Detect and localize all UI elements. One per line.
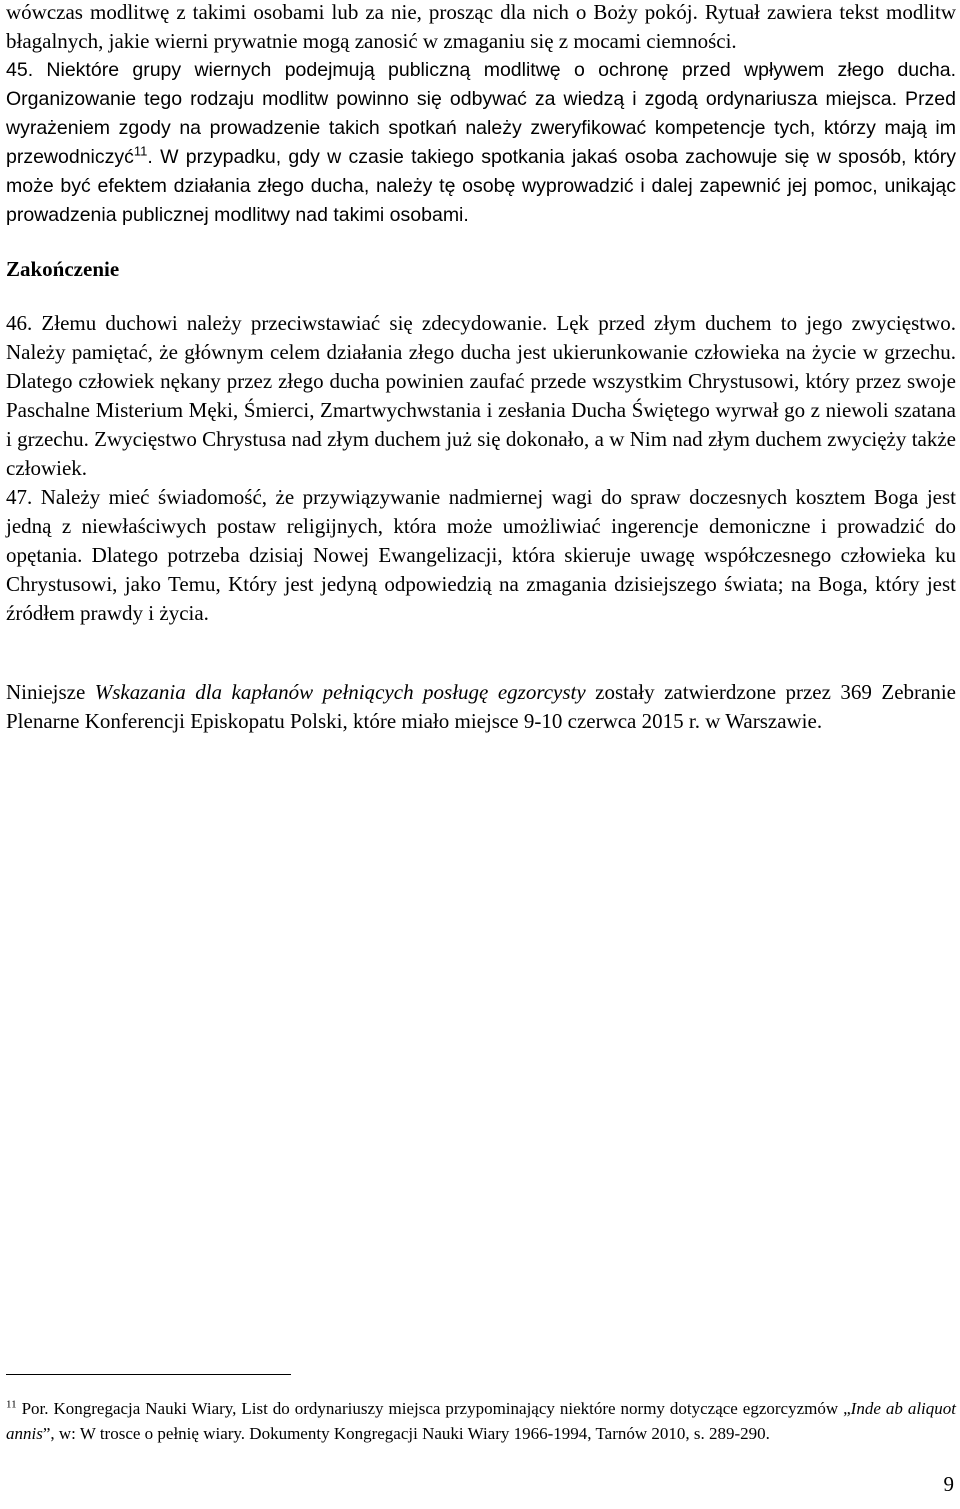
footnote-separator	[6, 1374, 291, 1375]
document-title: Wskazania dla kapłanów pełniących posługę egzorcysty	[94, 680, 586, 704]
footnote-text: Por. Kongregacja Nauki Wiary, List do ordynariuszy miejsca przypominający niektóre normy dotyczące egzorcyzmów „	[16, 1399, 851, 1418]
closing-prefix: Niniejsze	[6, 680, 95, 704]
closing-suffix: zostały zatwierdzone przez 369 Zebranie Plenarne Konferencji Episkopatu Polski, które miało miejsce 9-10 czerwca 2015 r. w Warszawie.	[6, 680, 956, 733]
footnote-number: 11	[6, 1398, 17, 1411]
paragraph-45-text: 45. Niektóre grupy wiernych podejmują publiczną modlitwę o ochronę przed wpływem złego ducha. Organizowanie tego rodzaju modlitw powinno się odbywać za wiedzą i zgodą ordynariusza miejsca. Przed wyrażeniem zgody na prowadzenie takich spotkań należy zweryfikować kompetencje tych, którzy mają im przewodniczyć	[6, 59, 956, 168]
page-number: 9	[943, 1472, 954, 1496]
closing-statement	[6, 678, 956, 736]
paragraph-47: 47. Należy mieć świadomość, że przywiązywanie nadmiernej wagi do spraw doczesnych kosztem Boga jest jedną z niewłaściwych postaw religijnych, która może umożliwiać ingerencje demoniczne i prowadzić do opętania. Dlatego potrzeba dzisiaj Nowej Ewangelizacji, która skieruje uwagę współczesnego człowieka ku Chrystusowi, jako Temu, Który jest jedyną odpowiedzią na zmagania dzisiejszego świata; na Boga, który jest źródłem prawdy i życia.	[6, 485, 956, 625]
section-heading: Zakończenie	[6, 257, 120, 281]
footnote-reference[interactable]: 11	[133, 143, 148, 159]
paragraph-46: 46. Złemu duchowi należy przeciwstawiać się zdecydowanie. Lęk przed złym duchem to jego zwycięstwo. Należy pamiętać, że głównym celem działania złego ducha jest ukierunkowanie człowieka na życie w grzechu. Dlatego człowiek nękany przez złego ducha powinien zaufać przede wszystkim Chrystusowi, który przez swoje Paschalne Misterium Męki, Śmierci, Zmartwychwstania i zesłania Ducha Świętego wyrwał go z niewoli szatana i grzechu. Zwycięstwo Chrystusa nad złym duchem już się dokonało, a w Nim nad złym duchem zwycięży także człowiek.	[6, 311, 956, 480]
page-body	[6, 0, 956, 736]
footnote-italic-title: Inde ab aliquot annis	[6, 1399, 956, 1443]
paragraph-45	[6, 56, 956, 230]
footnote-text-end: ”, w: W trosce o pełnię wiary. Dokumenty Kongregacji Nauki Wiary 1966-1994, Tarnów 2010, s. 289-290.	[42, 1424, 770, 1443]
paragraph-continuation: wówczas modlitwę z takimi osobami lub za nie, prosząc dla nich o Boży pokój. Rytuał zawiera tekst modlitw błagalnych, jakie wierni prywatnie mogą zanosić w zmaganiu się z mocami ciemności.	[6, 0, 956, 53]
paragraph-45-rest: . W przypadku, gdy w czasie takiego spotkania jakaś osoba zachowuje się w sposób, który może być efektem działania złego ducha, należy tę osobę wyprowadzić i dalej zapewnić jej pomoc, unikając prowadzenia publicznej modlitwy nad takimi osobami.	[6, 146, 956, 226]
footnote	[6, 1396, 956, 1446]
